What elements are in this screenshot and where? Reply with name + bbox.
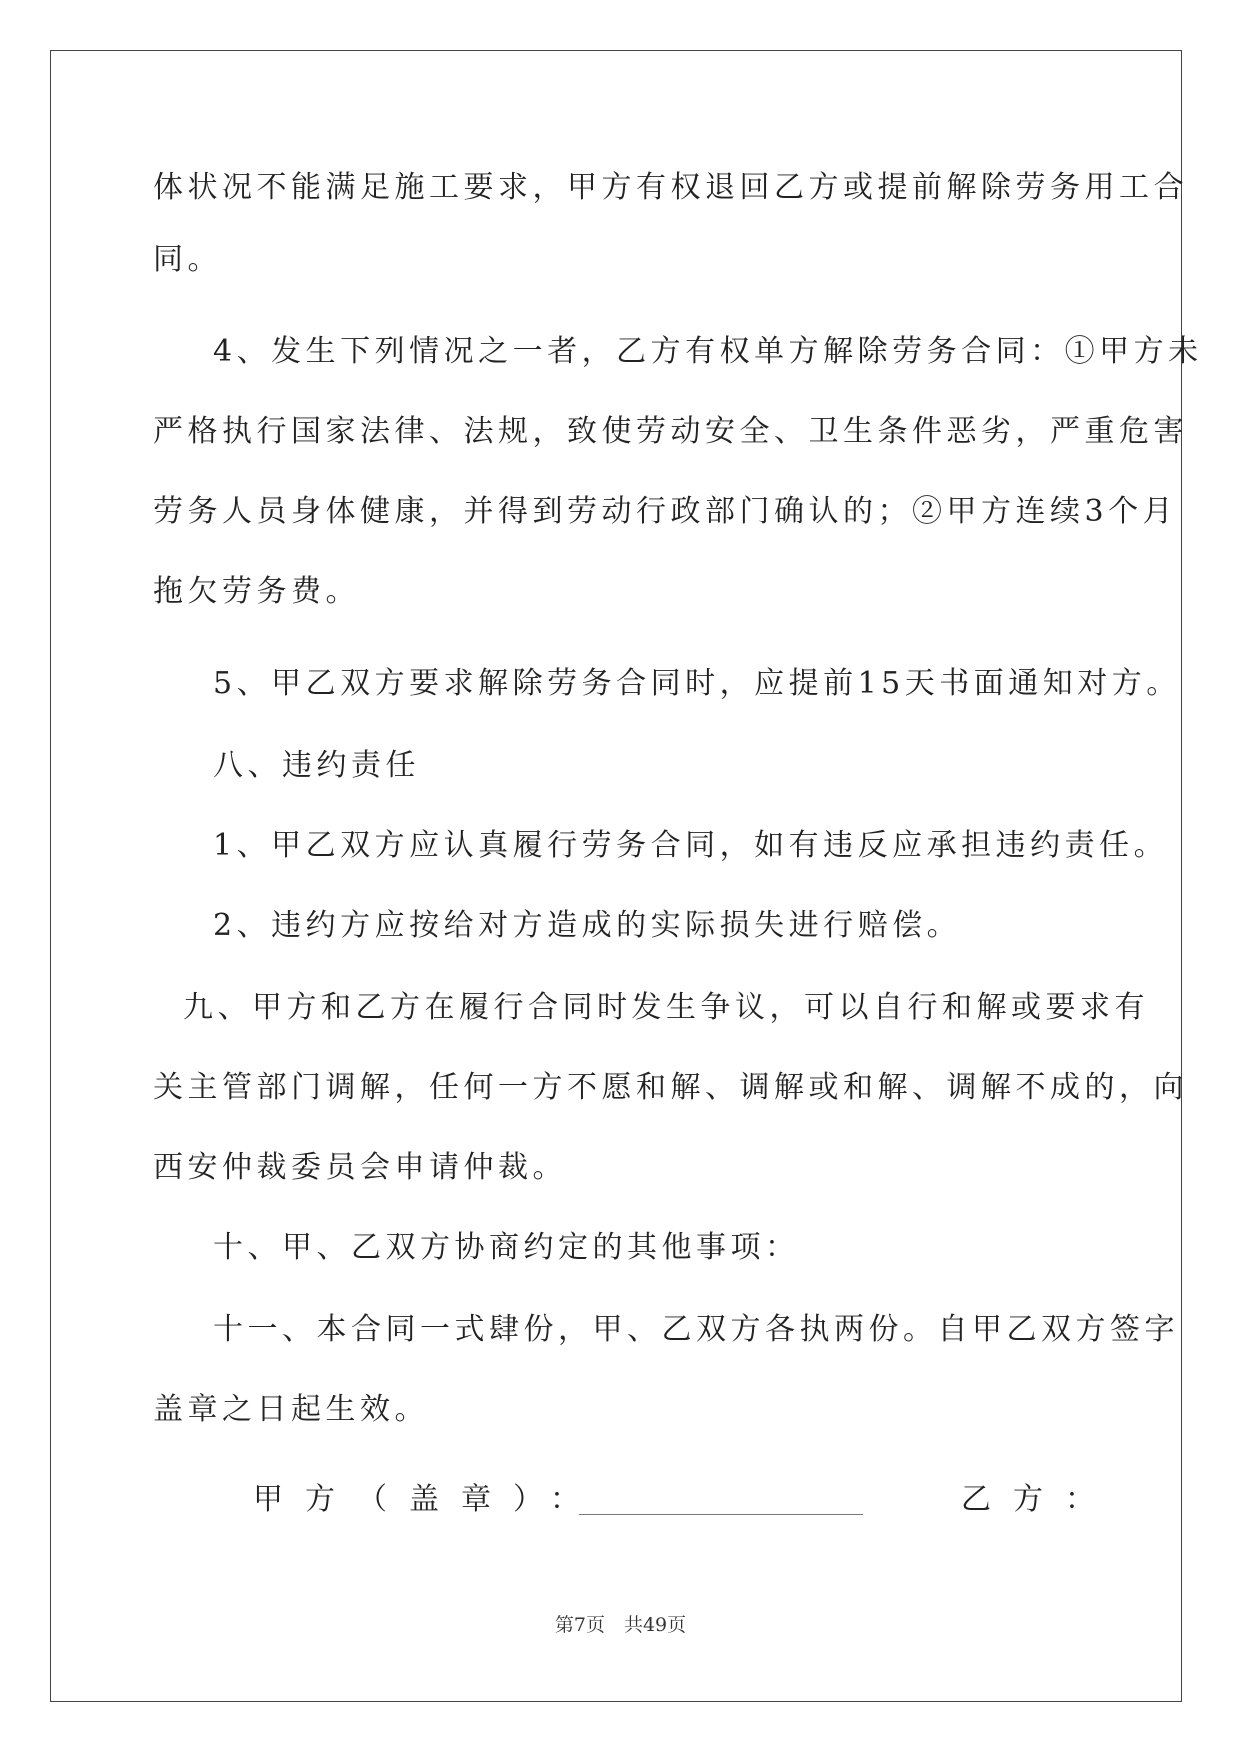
paragraph-line: 同。: [153, 242, 222, 277]
paragraph-line: 十一、本合同一式肆份，甲、乙双方各执两份。自甲乙双方签字: [213, 1312, 1179, 1347]
paragraph-line: 4、发生下列情况之一者，乙方有权单方解除劳务合同：①甲方未: [213, 334, 1203, 369]
paragraph-line: 1、甲乙双方应认真履行劳务合同，如有违反应承担违约责任。: [213, 828, 1169, 863]
party-b-label: 乙方：: [961, 1482, 1117, 1517]
paragraph-line: 严格执行国家法律、法规，致使劳动安全、卫生条件恶劣，严重危害: [153, 414, 1188, 449]
paragraph-line: 九、甲方和乙方在履行合同时发生争议，可以自行和解或要求有: [183, 990, 1149, 1025]
paragraph-line: 5、甲乙双方要求解除劳务合同时，应提前15天书面通知对方。: [213, 666, 1181, 701]
signature-row: [153, 1480, 1117, 1524]
paragraph-line: 盖章之日起生效。: [153, 1392, 429, 1427]
section-heading: 八、违约责任: [213, 748, 420, 783]
paragraph-line: 西安仲裁委员会申请仲裁。: [153, 1150, 567, 1185]
signature-underline: [579, 1514, 863, 1515]
paragraph-line: 2、违约方应按给对方造成的实际损失进行赔偿。: [213, 908, 962, 943]
paragraph-line: 十、甲、乙双方协商约定的其他事项：: [213, 1230, 800, 1265]
page-border: [50, 50, 1182, 1702]
paragraph-line: 拖欠劳务费。: [153, 574, 360, 609]
party-a-seal-label: 甲方（盖章）：: [253, 1482, 602, 1517]
page-number: 第7页 共49页: [554, 1614, 687, 1636]
paragraph-line: 体状况不能满足施工要求，甲方有权退回乙方或提前解除劳务用工合: [153, 170, 1188, 205]
paragraph-line: 劳务人员身体健康，并得到劳动行政部门确认的；②甲方连续3个月: [153, 494, 1178, 529]
paragraph-line: 关主管部门调解，任何一方不愿和解、调解或和解、调解不成的，向: [153, 1070, 1188, 1105]
